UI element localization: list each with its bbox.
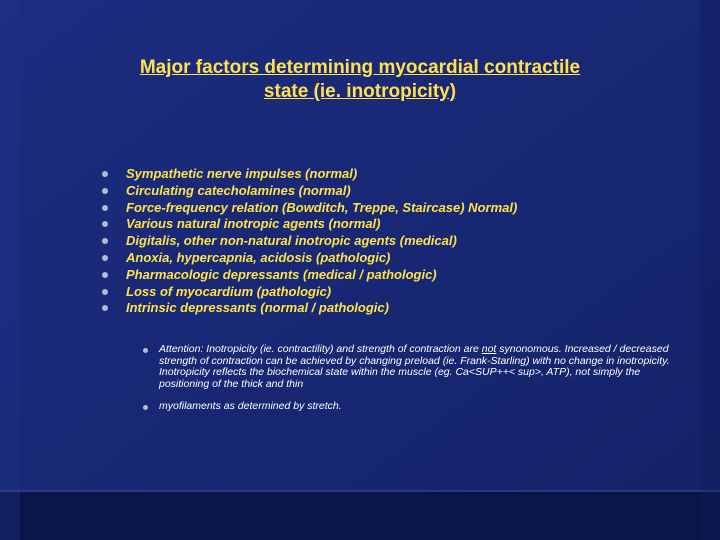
bullet-icon [143, 348, 148, 353]
title-line-1: Major factors determining myocardial contractile [139, 57, 581, 78]
factor-list [102, 166, 517, 317]
list-item [102, 284, 517, 301]
list-item-text: Various natural inotropic agents (normal) [126, 216, 381, 232]
bullet-icon [102, 205, 108, 211]
list-item-text: Force-frequency relation (Bowditch, Treppe, Staircase) Normal) [126, 199, 518, 215]
bullet-icon [102, 221, 108, 227]
list-item [102, 166, 517, 183]
slide-title [40, 56, 680, 104]
note-item [143, 344, 673, 390]
list-item [102, 200, 517, 217]
list-item [102, 233, 517, 250]
list-item-text: Circulating catecholamines (normal) [126, 182, 351, 198]
bullet-icon [102, 272, 108, 278]
bullet-icon [102, 238, 108, 244]
bullet-icon [102, 255, 108, 261]
note-text: myofilaments as determined by stretch. [159, 400, 342, 412]
list-item [102, 216, 517, 233]
notes-list [143, 344, 673, 413]
list-item-text: Digitalis, other non-natural inotropic agents (medical) [126, 233, 457, 249]
note-text-part1: Attention: Inotropicity (ie. contractility) and strength of contraction are [159, 343, 482, 355]
list-item [102, 300, 517, 317]
bullet-icon [102, 188, 108, 194]
note-item [143, 401, 673, 413]
list-item-text: Anoxia, hypercapnia, acidosis (pathologic) [126, 249, 391, 265]
list-item-text: Intrinsic depressants (normal / pathologic) [126, 300, 389, 316]
bullet-icon [102, 305, 108, 311]
list-item-text: Pharmacologic depressants (medical / pathologic) [126, 266, 437, 282]
title-line-2: state (ie. inotropicity) [263, 81, 457, 102]
note-text-part2: synonomous. Increased / decreased strength of contraction can be achieved by changing preload (ie. Frank-Starling) with no change in inotropicity. Inotropicity reflects the biochemical state within the muscle (eg. Ca<SUP++< sup>, ATP), not simply the positioning of the thick and thin [159, 343, 670, 390]
note-text-not: not [481, 343, 497, 355]
list-item [102, 183, 517, 200]
bullet-icon [143, 405, 148, 410]
list-item-text: Sympathetic nerve impulses (normal) [126, 166, 358, 181]
list-item [102, 267, 517, 284]
list-item-text: Loss of myocardium (pathologic) [126, 283, 332, 299]
bullet-icon [102, 171, 108, 177]
list-item [102, 250, 517, 267]
bullet-icon [102, 289, 108, 295]
